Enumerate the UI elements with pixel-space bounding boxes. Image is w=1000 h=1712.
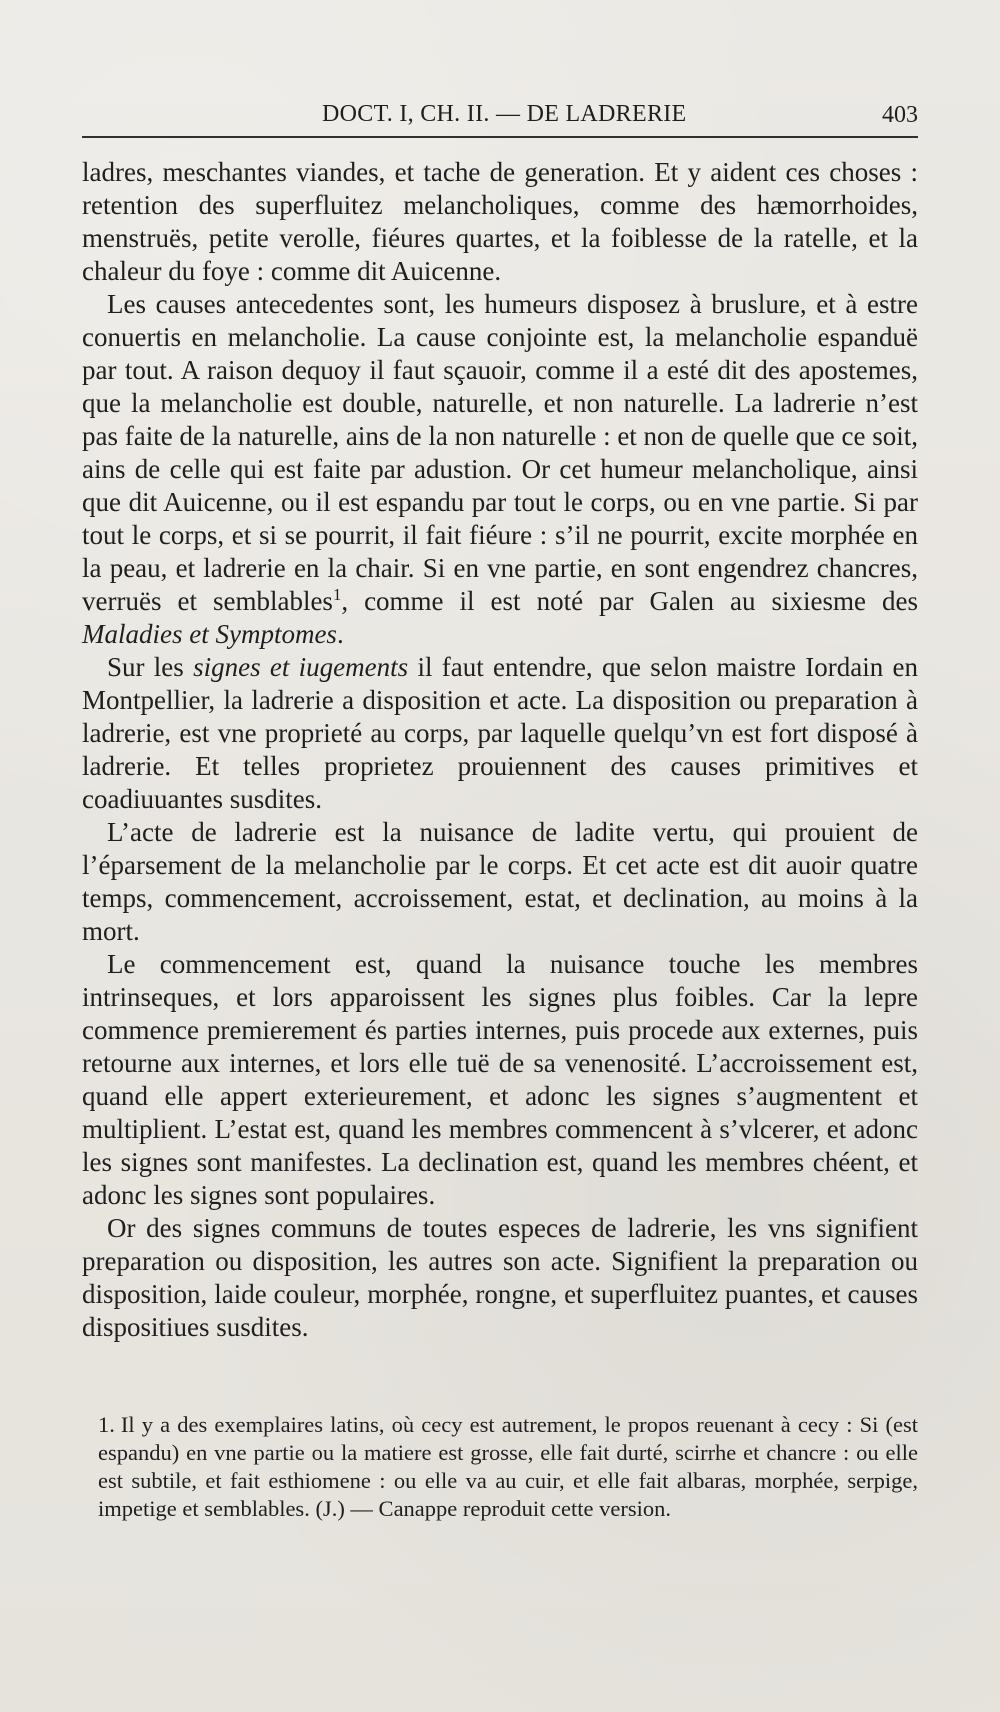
running-title: DOCT. I, CH. II. — DE LADRERIE (322, 101, 687, 127)
paragraph-2 (82, 288, 918, 651)
footnote-text: Il y a des exemplaires latins, où cecy est autrement, le propos reuenant à cecy : Si (est espandu) en vne partie ou la matiere est grosse, elle fait durté, scirrhe et chancre : ou elle est subtile, et fait esthiomene : ou elle va au cuir, et elle fait albaras, morphée, serpige, impetige et semblables. (J.) — Canappe reproduit cette version. (98, 1412, 918, 1521)
paragraph-2-continuation: , comme il est noté par Galen au sixiesme des (341, 586, 918, 616)
paragraph-2-end: . (336, 619, 344, 649)
paragraph-3-start: Sur les (107, 652, 184, 682)
paragraph-1: ladres, meschantes viandes, et tache de generation. Et y aident ces choses : retention des superfluitez melancholiques, comme des hæmorrhoides, menstruës, petite verolle, fiéures quartes, et la foiblesse de la ratelle, et la chaleur du foye : comme dit Auicenne. (82, 157, 918, 286)
section-heading-italic: signes et iugements (193, 652, 409, 682)
paragraph-3-rest: il faut entendre, que selon maistre Iordain en Montpellier, la ladrerie a disposition et acte. La disposition ou preparation à ladrerie, est vne proprieté au corps, par laquelle quelqu’vn est fort disposé à ladrerie. Et telles proprietez prouiennent des causes primitives et coadiuuantes susdites. (82, 652, 919, 814)
paragraph-5: Le commencement est, quand la nuisance touche les membres intrinseques, et lors apparoissent les signes plus foibles. Car la lepre commence premierement és parties internes, puis procede aux externes, puis retourne aux internes, et lors elle tuë de sa venenosité. L’accroissement est, quand elle appert exterieurement, et adonc les signes s’augmentent et multiplient. L’estat est, quand les membres commencent à s’vlcerer, et adonc les signes sont manifestes. La declination est, quand les membres chéent, et adonc les signes sont populaires. (82, 949, 918, 1210)
footnote-reference[interactable]: 1 (332, 585, 342, 604)
main-text (82, 156, 918, 1344)
footnotes (82, 1411, 918, 1523)
paragraph-2-text: Les causes antecedentes sont, les humeurs disposez à bruslure, et à estre conuertis en melancholie. La cause conjointe est, la melancholie espanduë par tout. A raison dequoy il faut sçauoir, comme il a esté dit des apostemes, que la melancholie est double, naturelle, et non naturelle. La ladrerie n’est pas faite de la naturelle, ains de la non naturelle : et non de quelle que ce soit, ains de celle qui est faite par adustion. Or cet humeur melancholique, ainsi que dit Auicenne, ou il est espandu par tout le corps, ou en vne partie. Si par tout le corps, et si se pourrit, il fait fiéure : s’il ne pourrit, excite morphée en la peau, et ladrerie en la chair. Si en vne partie, en sont engendrez chancres, verruës et semblables (82, 289, 918, 616)
paragraph-6: Or des signes communs de toutes especes de ladrerie, les vns signifient preparation ou disposition, les autres son acte. Signifient la preparation ou disposition, laide couleur, morphée, rongne, et superfluitez puantes, et causes dispositiues susdites. (82, 1213, 918, 1342)
paragraph-3 (82, 651, 918, 816)
page-number: 403 (882, 102, 918, 128)
footnote-1 (98, 1411, 918, 1523)
paragraph-4: L’acte de ladrerie est la nuisance de ladite vertu, qui prouient de l’éparsement de la melancholie par le corps. Et cet acte est dit auoir quatre temps, commencement, accroissement, estat, et declination, au moins à la mort. (82, 817, 918, 946)
work-title: Maladies et Symptomes (82, 619, 337, 649)
footnote-number: 1. (98, 1412, 115, 1437)
running-header (82, 96, 918, 138)
